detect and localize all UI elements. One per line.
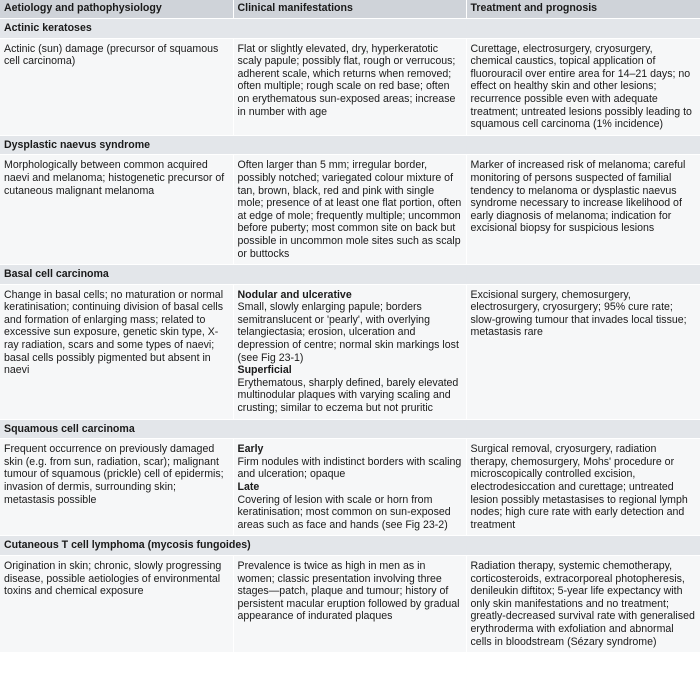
- clinical-cell: Flat or slightly elevated, dry, hyperkeratotic scaly papule; possibly flat, rough or verrucous; adherent scale, which returns when removed; often multiple; rough scale on red base; often on erythematous sun-exposed areas; increase in number with age: [233, 38, 466, 135]
- treatment-cell: Surgical removal, cryosurgery, radiation therapy, chemosurgery, Mohs' procedure or microscopically controlled excision, electrodesiccation and curettage; untreated lesion possibly metastasises to regional lymph nodes; high cure rate with early detection and treatment: [466, 439, 700, 536]
- clinical-cell: [233, 439, 466, 536]
- section-title: Actinic keratoses: [0, 19, 700, 39]
- table-row-dysplastic: [0, 155, 700, 265]
- section-title: Basal cell carcinoma: [0, 265, 700, 285]
- clinical-subheading: Late: [237, 481, 260, 493]
- clinical-text: Firm nodules with indistinct borders with scaling and ulceration; opaque: [237, 455, 462, 481]
- table-row-actinic: [0, 38, 700, 135]
- treatment-cell: Marker of increased risk of melanoma; careful monitoring of persons suspected of familial tendency to melanoma or dysplastic naevus syndrome necessary to increase likelihood of early diagnosis of melanoma; indication for excisional biopsy for suspicious lesions: [466, 155, 700, 265]
- table-row-basal: [0, 284, 700, 419]
- clinical-subheading: Nodular and ulcerative: [237, 288, 352, 301]
- section-title: Cutaneous T cell lymphoma (mycosis fungoides): [0, 536, 700, 556]
- clinical-cell: Often larger than 5 mm; irregular border, possibly notched; variegated colour mixture of tan, brown, black, red and pink with single mole; presence of at least one flat portion, often at edge of mole; frequently multiple; uncommon before puberty; most common site on back but possible in uncommon mole sites such as scalp or buttocks: [233, 155, 466, 265]
- table-row-squamous: [0, 439, 700, 536]
- aetiology-cell: Morphologically between common acquired naevi and melanoma; histogenetic precursor of cutaneous malignant melanoma: [0, 155, 233, 265]
- clinical-text: Covering of lesion with scale or horn from keratinisation; most common on sun-exposed areas such as face and hands (see Fig 23-2): [237, 493, 451, 531]
- section-header-dysplastic: [0, 135, 700, 155]
- section-header-actinic: [0, 19, 700, 39]
- treatment-cell: Radiation therapy, systemic chemotherapy, corticosteroids, extracorporeal photopheresis, denileukin diftitox; 5-year life expectancy with only skin manifestations and no treatment; greatly-decreased survival rate with generalised erythroderma with exfoliation and abnormal cells in bloodstream (Sézary syndrome): [466, 555, 700, 652]
- section-title: Dysplastic naevus syndrome: [0, 135, 700, 155]
- section-header-squamous: [0, 419, 700, 439]
- section-header-lymphoma: [0, 536, 700, 556]
- section-header-basal: [0, 265, 700, 285]
- section-title: Squamous cell carcinoma: [0, 419, 700, 439]
- treatment-cell: Excisional surgery, chemosurgery, electrosurgery, cryosurgery; 95% cure rate; slow-growing tumour that invades local tissue; metastasis rare: [466, 284, 700, 419]
- clinical-text: Small, slowly enlarging papule; borders semitranslucent or 'pearly', with overlying telangiectasia; erosion, ulceration and depression of centre; normal skin markings lost (see Fig 23-1): [237, 301, 459, 364]
- aetiology-cell: Origination in skin; chronic, slowly progressing disease, possible aetiologies of environmental toxins and chemical exposure: [0, 555, 233, 652]
- treatment-cell: Curettage, electrosurgery, cryosurgery, chemical caustics, topical application of fluorouracil over entire area for 14–21 days; no effect on healthy skin and other lesions; recurrence possible even with adequate treatment; untreated lesions possibly leading to squamous cell carcinoma (1% incidence): [466, 38, 700, 135]
- header-aetiology: Aetiology and pathophysiology: [0, 0, 233, 19]
- aetiology-cell: Change in basal cells; no maturation or normal keratinisation; continuing division of basal cells and formation of enlarging mass; related to excessive sun exposure, genetic skin type, X-ray radiation, scars and some types of naevi; basal cells possibly pigmented but absent in naevi: [0, 284, 233, 419]
- clinical-text: Erythematous, sharply defined, barely elevated multinodular plaques with varying scaling and crusting; similar to eczema but not pruritic: [237, 376, 459, 415]
- clinical-cell: [233, 284, 466, 419]
- header-row: [0, 0, 700, 19]
- clinical-cell: Prevalence is twice as high in men as in women; classic presentation involving three stages—patch, plaque and tumour; history of persistent macular eruption followed by gradual appearance of indurated plaques: [233, 555, 466, 652]
- clinical-subheading: Superficial: [237, 364, 292, 377]
- aetiology-cell: Frequent occurrence on previously damaged skin (e.g. from sun, radiation, scar); malignant tumour of squamous (prickle) cell of epidermis; invasion of dermis, surrounding skin; metastasis possible: [0, 439, 233, 536]
- clinical-subheading: Early: [237, 443, 264, 456]
- aetiology-cell: Actinic (sun) damage (precursor of squamous cell carcinoma): [0, 38, 233, 135]
- header-clinical: Clinical manifestations: [233, 0, 466, 19]
- header-treatment: Treatment and prognosis: [466, 0, 700, 19]
- table-row-lymphoma: [0, 555, 700, 652]
